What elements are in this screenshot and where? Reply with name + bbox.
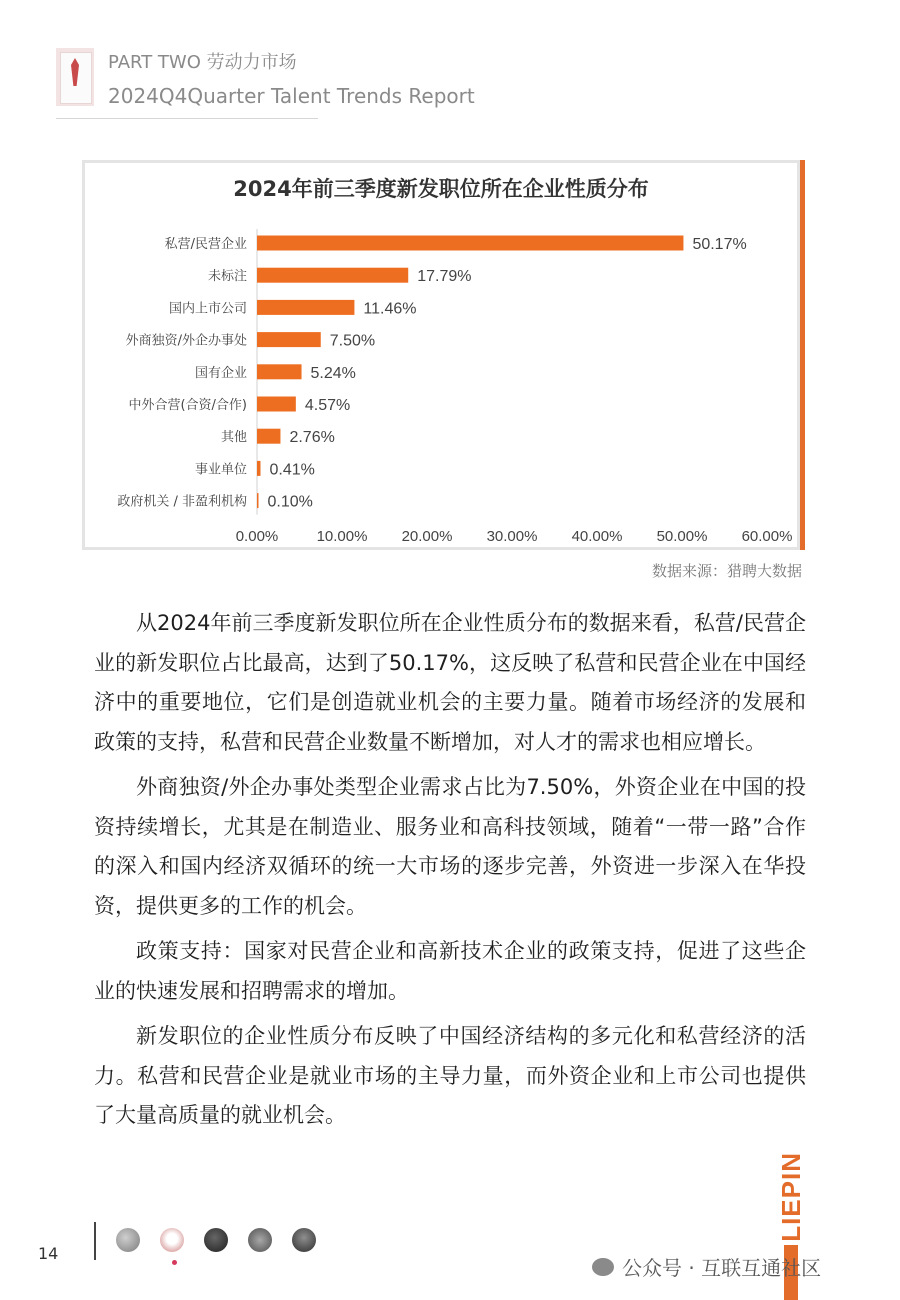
data-label: 0.10%	[267, 493, 313, 511]
body-text	[94, 604, 806, 1142]
bar	[257, 461, 260, 476]
bar	[257, 236, 683, 251]
category-label: 其他	[220, 430, 247, 446]
bar	[257, 429, 280, 444]
bar	[257, 268, 408, 283]
chart-title: 2024年前三季度新发职位所在企业性质分布	[233, 177, 649, 201]
paragraph: 外商独资/外企办事处类型企业需求占比为7.50%，外资企业在中国的投资持续增长，尤其是在制造业、服务业和高科技领域，随着“一带一路”合作的深入和国内经济双循环的统一大市场的逐步完善，外资进一步深入在华投资，提供更多的工作的机会。	[94, 775, 806, 918]
people-thumbnail-icon	[292, 1228, 316, 1252]
data-label: 0.41%	[269, 461, 315, 479]
x-tick-label: 10.00%	[316, 528, 368, 545]
skyline-thumbnail-icon	[248, 1228, 272, 1252]
footer-divider	[94, 1222, 96, 1260]
brand-text: LIEPIN	[775, 1152, 806, 1242]
category-label: 国内上市公司	[168, 301, 247, 317]
header-logo	[56, 48, 94, 106]
bar	[257, 300, 354, 315]
watermark-text: 公众号 · 互联互通社区	[622, 1256, 822, 1280]
x-tick-label: 30.00%	[486, 528, 538, 545]
data-label: 17.79%	[417, 268, 472, 286]
x-tick-label: 50.00%	[656, 528, 708, 545]
x-tick-label: 60.00%	[741, 528, 793, 545]
header-divider	[56, 118, 318, 119]
building-thumbnail-icon	[204, 1228, 228, 1252]
chart-panel	[82, 160, 800, 550]
x-tick-label: 20.00%	[401, 528, 453, 545]
data-label: 11.46%	[363, 300, 417, 318]
accent-bar	[800, 160, 805, 550]
category-label: 未标注	[207, 269, 247, 285]
data-label: 4.57%	[304, 397, 351, 414]
category-label: 私营/民营企业	[164, 237, 247, 252]
category-label: 政府机关 / 非盈利机构	[117, 494, 247, 510]
paragraph: 从2024年前三季度新发职位所在企业性质分布的数据来看，私营/民营企业的新发职位占比最高，达到了50.17%，这反映了私营和民营企业在中国经济中的重要地位，它们是创造就业机会的主要力量。随着市场经济的发展和政策的支持，私营和民营企业数量不断增加，对人才的需求也相应增长。	[94, 611, 806, 754]
page-number: 14	[38, 1244, 59, 1263]
shirt-thumbnail-icon	[160, 1228, 184, 1252]
bar-chart	[85, 163, 797, 547]
data-label: 5.24%	[310, 364, 356, 382]
category-label: 事业单位	[194, 462, 247, 478]
header-section-title: PART TWO 劳动力市场	[108, 52, 297, 73]
category-label: 外商独资/外企办事处	[125, 333, 247, 349]
category-label: 中外合营(合资/合作)	[128, 398, 247, 413]
data-label: 50.17%	[692, 236, 747, 253]
data-label: 2.76%	[289, 429, 335, 447]
paragraph: 新发职位的企业性质分布反映了中国经济结构的多元化和私营经济的活力。私营和民营企业是就业市场的主导力量，而外资企业和上市公司也提供了大量高质量的就业机会。	[94, 1024, 806, 1127]
city-thumbnail-icon	[116, 1228, 140, 1252]
active-indicator-dot	[172, 1260, 177, 1265]
bar	[257, 493, 259, 508]
bar	[257, 364, 302, 379]
header-report-title: 2024Q4Quarter Talent Trends Report	[108, 84, 475, 108]
watermark	[592, 1252, 821, 1281]
x-tick-label: 0.00%	[235, 528, 279, 545]
category-label: 国有企业	[194, 365, 247, 381]
bar	[257, 397, 296, 412]
x-tick-label: 40.00%	[571, 528, 623, 545]
paragraph: 政策支持：国家对民营企业和高新技术企业的政策支持，促进了这些企业的快速发展和招聘需求的增加。	[94, 939, 806, 1003]
data-label: 7.50%	[329, 332, 376, 350]
wechat-icon	[592, 1258, 614, 1276]
footer-thumbnails	[116, 1228, 316, 1252]
bar	[257, 332, 321, 347]
chart-source: 数据来源：猎聘大数据	[651, 562, 802, 580]
